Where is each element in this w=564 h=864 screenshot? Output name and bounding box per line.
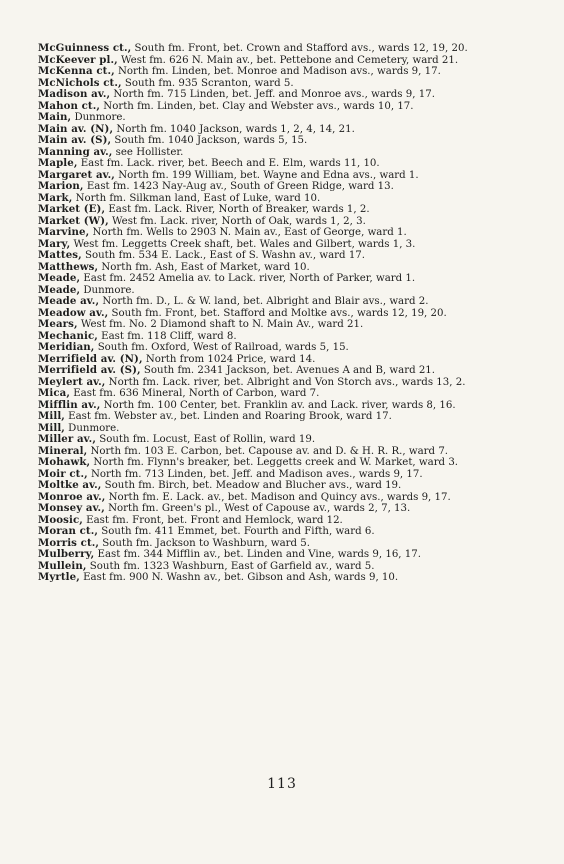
street-name: Miller av., bbox=[38, 433, 96, 445]
street-entry bbox=[28, 250, 540, 262]
street-entry bbox=[28, 147, 540, 159]
street-name: Market (W), bbox=[38, 214, 109, 227]
street-description: South fm. Front, bet. Crown and Stafford avs., wards 12, 19, 20. bbox=[131, 43, 468, 54]
street-entry bbox=[28, 377, 540, 389]
street-name: Mill, bbox=[38, 421, 65, 434]
street-name: Monsey av., bbox=[38, 502, 105, 514]
street-entry bbox=[28, 308, 540, 320]
street-entry bbox=[28, 216, 540, 228]
street-description: East fm. Webster av., bet. Linden and Roaring Brook, ward 17. bbox=[64, 411, 392, 422]
street-name: Mineral, bbox=[38, 444, 88, 457]
street-entry bbox=[28, 526, 540, 538]
street-description: South fm. 1323 Washburn, East of Garfield av., ward 5. bbox=[86, 560, 375, 572]
street-description: South fm. Oxford, West of Railroad, wards 5, 15. bbox=[94, 342, 349, 353]
street-entry bbox=[28, 227, 540, 239]
street-description: South fm. Front, bet. Stafford and Moltke avs., wards 12, 19, 20. bbox=[108, 307, 447, 319]
street-name: McNichols ct., bbox=[38, 76, 122, 89]
street-description: West fm. No. 2 Diamond shaft to N. Main Av., ward 21. bbox=[77, 319, 364, 330]
street-description: North fm. Linden, bet. Clay and Webster avs., wards 10, 17. bbox=[100, 100, 414, 112]
street-name: Moran ct., bbox=[38, 525, 98, 537]
street-description: West fm. Leggetts Creek shaft, bet. Wales and Gilbert, wards 1, 3. bbox=[70, 238, 416, 250]
street-description: North fm. Green's pl., West of Capouse av., wards 2, 7, 13. bbox=[104, 503, 411, 514]
street-name: Main, bbox=[38, 111, 72, 123]
street-name: Maple, bbox=[38, 157, 78, 169]
street-description: South fm. Jackson to Washburn, ward 5. bbox=[99, 537, 311, 549]
street-entry bbox=[28, 239, 540, 251]
street-description: North fm. 1040 Jackson, wards 1, 2, 4, 14, 21. bbox=[113, 123, 355, 135]
street-name: Moosic, bbox=[38, 513, 83, 526]
street-name: Morris ct., bbox=[38, 536, 100, 549]
street-name: McKenna ct., bbox=[38, 65, 115, 77]
street-name: Meade av., bbox=[38, 295, 100, 307]
street-name: Matthews, bbox=[38, 260, 99, 273]
street-description: East fm. 344 Mifflin av., bet. Linden and Vine, wards 9, 16, 17. bbox=[94, 549, 421, 560]
street-description: East fm. 2452 Amelia av. to Lack. river, North of Parker, ward 1. bbox=[80, 273, 416, 284]
street-name: Moltke av., bbox=[38, 479, 102, 491]
street-name: Mill, bbox=[38, 410, 65, 422]
street-name: Main av. (N), bbox=[38, 122, 114, 135]
street-entry bbox=[28, 285, 540, 297]
street-entry bbox=[28, 273, 540, 285]
street-entry bbox=[28, 434, 540, 446]
street-entry bbox=[28, 549, 540, 561]
street-name: Moir ct., bbox=[38, 467, 88, 480]
street-name: Meridian, bbox=[38, 341, 95, 353]
street-entry bbox=[28, 503, 540, 515]
street-description: North fm. Lack. river, bet. Albright and Von Storch avs., wards 13, 2. bbox=[105, 376, 466, 388]
street-entry bbox=[28, 538, 540, 550]
street-name: Mary, bbox=[38, 237, 71, 250]
street-description: North from 1024 Price, ward 14. bbox=[142, 353, 316, 365]
street-name: Mica, bbox=[38, 387, 70, 399]
street-description: South fm. 935 Scranton, ward 5. bbox=[121, 77, 294, 89]
street-entry bbox=[28, 388, 540, 400]
street-description: North fm. Flynn's breaker, bet. Leggetts creek and W. Market, ward 3. bbox=[90, 457, 459, 468]
street-entry bbox=[28, 515, 540, 527]
street-description: see Hollister. bbox=[112, 146, 184, 158]
street-description: Dunmore. bbox=[80, 284, 135, 296]
street-name: Mechanic, bbox=[38, 329, 98, 342]
street-name: Meade, bbox=[38, 283, 81, 296]
street-description: North fm. 715 Linden, bet. Jeff. and Monroe avs., wards 9, 17. bbox=[110, 89, 435, 100]
street-description: West fm. Lack. river, North of Oak, wards 1, 2, 3. bbox=[108, 215, 366, 227]
street-description: North fm. E. Lack. av., bet. Madison and Quincy avs., wards 9, 17. bbox=[105, 491, 451, 503]
street-name: Monroe av., bbox=[38, 490, 106, 503]
street-name: McGuinness ct., bbox=[38, 42, 132, 54]
street-entry bbox=[28, 411, 540, 423]
street-description: North fm. D., L. & W. land, bet. Albright and Blair avs., ward 2. bbox=[99, 296, 429, 307]
street-entry bbox=[28, 561, 540, 573]
street-entry bbox=[28, 446, 540, 458]
street-name: Meade, bbox=[38, 272, 81, 284]
street-name: Mark, bbox=[38, 191, 73, 204]
street-name: Mattes, bbox=[38, 249, 82, 261]
street-description: East fm. 118 Cliff, ward 8. bbox=[97, 330, 237, 342]
street-name: Main av. (S), bbox=[38, 134, 112, 146]
page-number: 113 bbox=[267, 776, 297, 792]
street-entry bbox=[28, 170, 540, 182]
street-description: West fm. 626 N. Main av., bet. Pettebone and Cemetery, ward 21. bbox=[117, 54, 459, 66]
street-entry bbox=[28, 400, 540, 412]
street-entry bbox=[28, 101, 540, 113]
street-name: Mahon ct., bbox=[38, 99, 101, 112]
street-description: South fm. Birch, bet. Meadow and Blucher avs., ward 19. bbox=[101, 480, 402, 491]
street-description: South fm. 534 E. Lack., East of S. Washn av., ward 17. bbox=[81, 250, 366, 261]
street-description: South fm. 411 Emmet, bet. Fourth and Fifth, ward 6. bbox=[98, 526, 375, 537]
street-description: North fm. Silkman land, East of Luke, ward 10. bbox=[72, 192, 321, 204]
street-description: North fm. 100 Center, bet. Franklin av. and Lack. river, wards 8, 16. bbox=[100, 399, 456, 411]
street-name: Margaret av., bbox=[38, 168, 115, 181]
street-name: Mulberry, bbox=[38, 548, 95, 560]
street-description: East fm. Lack. river, bet. Beech and E. Elm, wards 11, 10. bbox=[77, 158, 380, 169]
street-name: Mohawk, bbox=[38, 456, 91, 468]
street-name: Market (E), bbox=[38, 203, 106, 215]
street-name: Merrifield av. (N), bbox=[38, 352, 143, 365]
street-description: Dunmore. bbox=[64, 422, 120, 434]
street-name: Marvine, bbox=[38, 226, 90, 238]
street-description: North fm. Linden, bet. Monroe and Madison avs., wards 9, 17. bbox=[114, 66, 441, 77]
street-entry bbox=[28, 423, 540, 435]
street-name: Merrifield av. (S), bbox=[38, 364, 141, 376]
street-description: North fm. Ash, East of Market, ward 10. bbox=[98, 261, 310, 273]
street-name: Manning av., bbox=[38, 145, 113, 158]
street-entry-list bbox=[28, 43, 540, 584]
street-description: North fm. 103 E. Carbon, bet. Capouse av. and D. & H. R. R., ward 7. bbox=[87, 445, 449, 457]
street-name: Mullein, bbox=[38, 559, 87, 572]
street-name: Madison av., bbox=[38, 88, 111, 100]
street-name: Marion, bbox=[38, 180, 84, 192]
street-name: Mifflin av., bbox=[38, 398, 101, 411]
street-entry bbox=[28, 469, 540, 481]
street-name: Meadow av., bbox=[38, 306, 109, 319]
street-name: McKeever pl., bbox=[38, 53, 118, 66]
street-description: East fm. Lack. River, North of Breaker, wards 1, 2. bbox=[105, 204, 370, 215]
street-entry bbox=[28, 181, 540, 193]
street-description: South fm. 1040 Jackson, wards 5, 15. bbox=[111, 135, 308, 146]
street-description: South fm. Locust, East of Rollin, ward 19. bbox=[95, 434, 316, 445]
street-entry bbox=[28, 319, 540, 331]
street-description: East fm. 900 N. Washn av., bet. Gibson and Ash, wards 9, 10. bbox=[79, 572, 399, 583]
street-description: Dunmore. bbox=[71, 112, 126, 123]
street-description: North fm. 713 Linden, bet. Jeff. and Madison aves., wards 9, 17. bbox=[87, 468, 423, 480]
street-description: South fm. 2341 Jackson, bet. Avenues A and B, ward 21. bbox=[140, 365, 436, 376]
street-description: East fm. Front, bet. Front and Hemlock, ward 12. bbox=[82, 514, 343, 526]
street-entry bbox=[28, 331, 540, 343]
street-entry bbox=[28, 262, 540, 274]
street-entry bbox=[28, 457, 540, 469]
street-entry bbox=[28, 572, 540, 584]
street-name: Mears, bbox=[38, 318, 78, 330]
street-description: North fm. 199 William, bet. Wayne and Edna avs., ward 1. bbox=[114, 169, 419, 181]
street-description: East fm. 1423 Nay-Aug av., South of Green Ridge, ward 13. bbox=[83, 181, 394, 192]
street-description: North fm. Wells to 2903 N. Main av., East of George, ward 1. bbox=[89, 227, 407, 238]
street-name: Myrtle, bbox=[38, 571, 80, 583]
street-name: Meylert av., bbox=[38, 375, 106, 388]
street-description: East fm. 636 Mineral, North of Carbon, ward 7. bbox=[70, 388, 320, 399]
street-entry bbox=[28, 89, 540, 101]
